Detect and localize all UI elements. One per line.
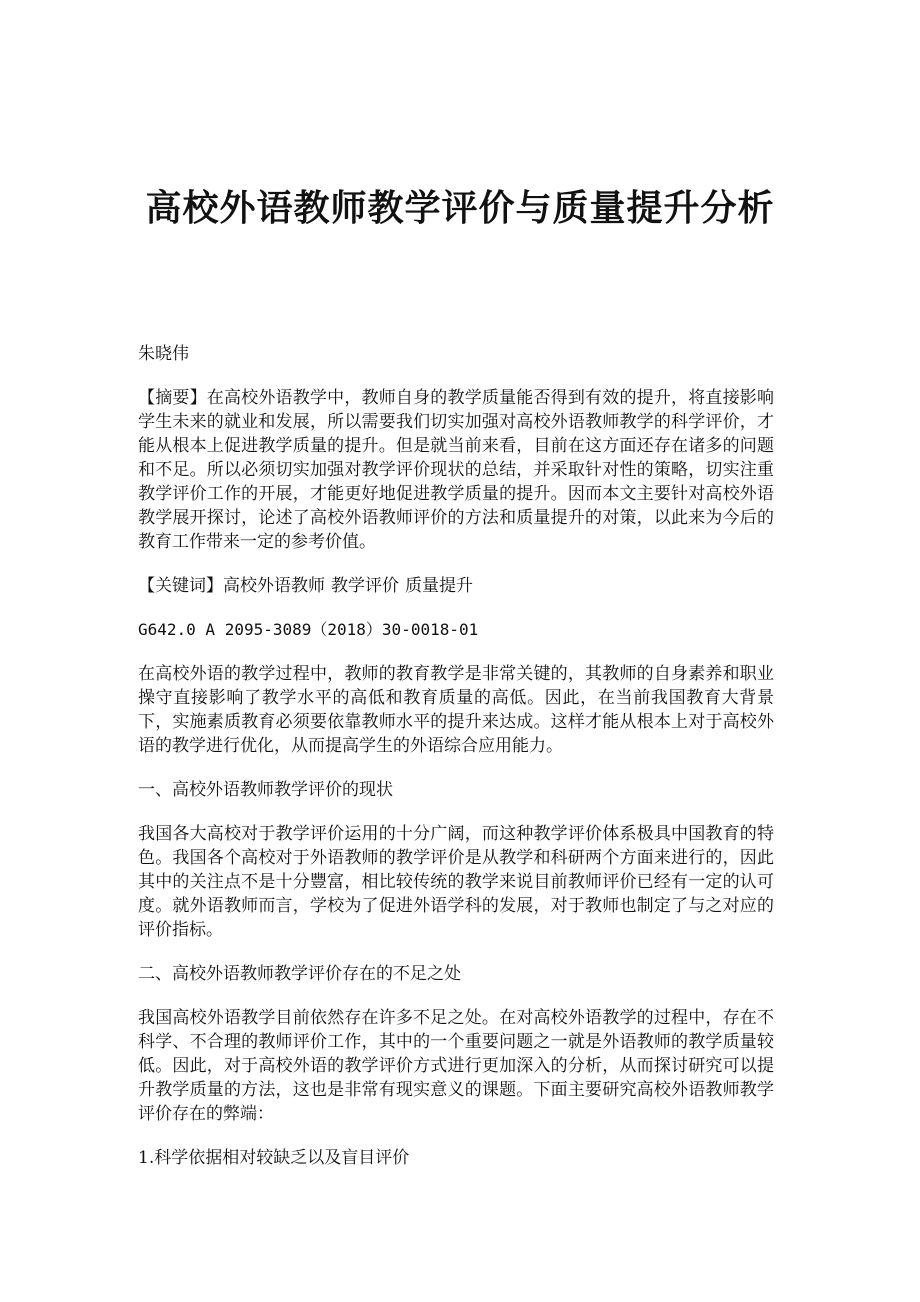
- keyword-item: 高校外语教师: [223, 576, 325, 596]
- section-heading-1: 一、高校外语教师教学评价的现状: [138, 780, 393, 800]
- paper-body: [138, 342, 774, 1190]
- abstract-paragraph: 【摘要】在高校外语教学中，教师自身的教学质量能否得到有效的提升，将直接影响学生未来的就业和发展，所以需要我们切实加强对高校外语教师教学的科学评价，才能从根本上促进教学质量的提升。但是就当前来看，目前在这方面还存在诸多的问题和不足。所以必须切实加强对教学评价现状的总结，并采取针对性的策略，切实注重教学评价工作的开展，才能更好地促进教学质量的提升。因而本文主要针对高校外语教学展开探讨，论述了高校外语教师评价的方法和质量提升的对策，以此来为今后的教育工作带来一定的参考价值。: [138, 388, 774, 552]
- author-name: 朱晓伟: [138, 344, 189, 364]
- paper-title: 高校外语教师教学评价与质量提升分析: [145, 187, 775, 229]
- section-heading-2: 二、高校外语教师教学评价存在的不足之处: [138, 964, 461, 984]
- subsection-heading-1: 1.科学依据相对较缺乏以及盲目评价: [138, 1148, 410, 1168]
- section-paragraph-2: 我国高校外语教学目前依然存在许多不足之处。在对高校外语教学的过程中，存在不科学、不合理的教师评价工作，其中的一个重要问题之一就是外语教师的教学质量较低。因此，对于高校外语的教学评价方式进行更加深入的分析，从而探讨研究可以提升教学质量的方法，这也是非常有现实意义的课题。下面主要研究高校外语教师教学评价存在的弊端：: [138, 1008, 774, 1124]
- keywords-line: [138, 574, 774, 598]
- keywords-label: 【关键词】: [138, 576, 223, 596]
- keyword-item: 教学评价: [331, 576, 399, 596]
- intro-paragraph: 在高校外语的教学过程中，教师的教育教学是非常关键的，其教师的自身素养和职业操守直接影响了教学水平的高低和教育质量的高低。因此，在当前我国教育大背景下，实施素质教育必须要依靠教师水平的提升来达成。这样才能从根本上对于高校外语的教学进行优化，从而提高学生的外语综合应用能力。: [138, 664, 774, 756]
- classification-code: G642.0 A 2095-3089（2018）30-0018-01: [138, 620, 479, 639]
- section-paragraph-1: 我国各大高校对于教学评价运用的十分广阔，而这种教学评价体系极具中国教育的特色。我国各个高校对于外语教师的教学评价是从教学和科研两个方面来进行的，因此其中的关注点不是十分豐富，相比较传统的教学来说目前教师评价已经有一定的认可度。就外语教师而言，学校为了促进外语学科的发展，对于教师也制定了与之对应的评价指标。: [138, 824, 774, 940]
- keyword-item: 质量提升: [405, 576, 473, 596]
